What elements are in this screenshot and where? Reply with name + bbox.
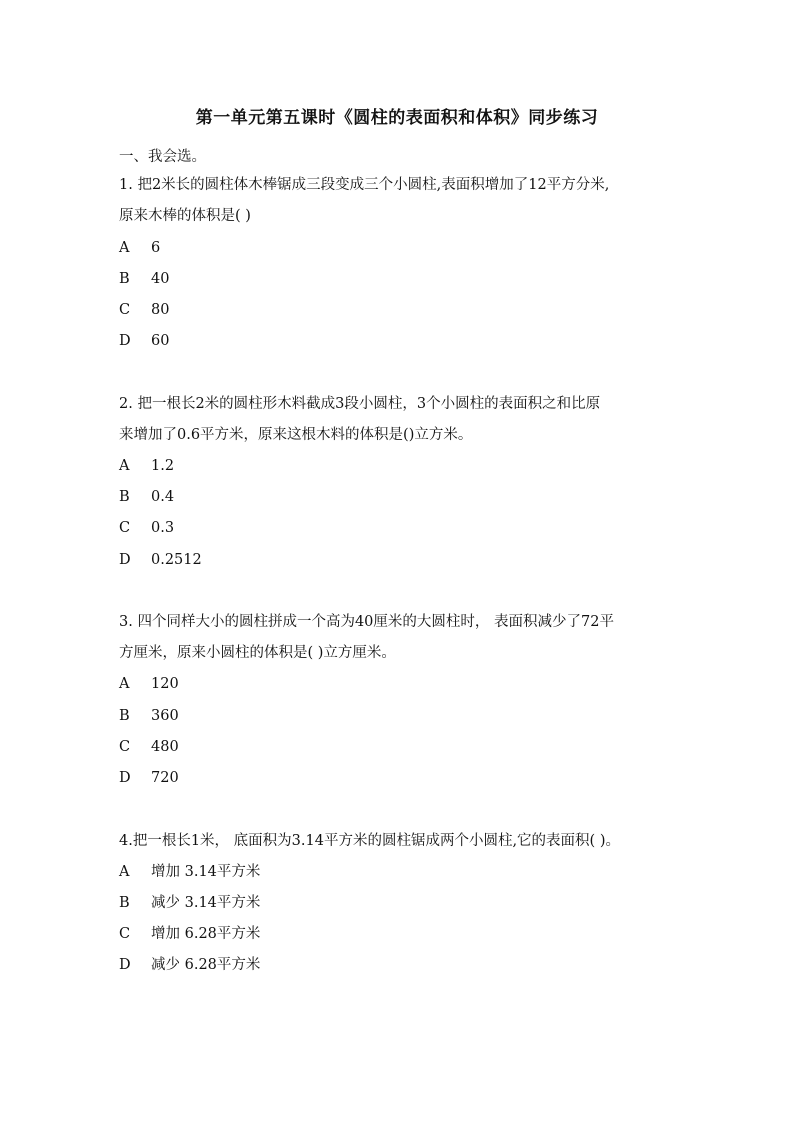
option-letter: A — [119, 864, 130, 880]
section-heading: 一、我会选。 — [119, 149, 206, 165]
question-1-option-a[interactable] — [119, 237, 160, 259]
option-text: 0.4 — [151, 489, 175, 505]
option-text: 60 — [151, 333, 170, 349]
option-letter: D — [119, 552, 131, 568]
option-letter: C — [119, 926, 131, 942]
option-text: 480 — [151, 739, 179, 755]
question-2-option-d[interactable] — [119, 549, 202, 571]
question-1-line-2: 原来木棒的体积是( ) — [119, 208, 251, 224]
option-letter: C — [119, 739, 131, 755]
option-letter: B — [119, 895, 130, 911]
option-text: 6 — [151, 240, 161, 256]
option-text: 增加 3.14平方米 — [151, 864, 261, 880]
question-4-line-1: 4.把一根长1米， 底面积为3.14平方米的圆柱锯成两个小圆柱,它的表面积( )。 — [119, 833, 620, 849]
option-text: 减少 3.14平方米 — [151, 895, 261, 911]
question-3-option-d[interactable] — [119, 767, 179, 789]
option-text: 40 — [151, 271, 170, 287]
option-letter: B — [119, 489, 130, 505]
page-title: 第一单元第五课时《圆柱的表面积和体积》同步练习 — [195, 108, 599, 128]
question-2-option-a[interactable] — [119, 455, 174, 477]
option-letter: D — [119, 333, 131, 349]
option-text: 80 — [151, 302, 170, 318]
option-text: 1.2 — [151, 458, 175, 474]
option-letter: A — [119, 458, 130, 474]
option-text: 0.2512 — [151, 552, 202, 568]
option-text: 360 — [151, 708, 179, 724]
question-2-option-c[interactable] — [119, 517, 174, 539]
option-letter: D — [119, 770, 131, 786]
question-1-line-1: 1. 把2米长的圆柱体木棒锯成三段变成三个小圆柱,表面积增加了12平方分米, — [119, 177, 610, 193]
option-text: 720 — [151, 770, 179, 786]
option-text: 120 — [151, 676, 179, 692]
question-3-option-a[interactable] — [119, 673, 179, 695]
option-letter: B — [119, 708, 130, 724]
option-letter: A — [119, 240, 130, 256]
question-1-option-b[interactable] — [119, 268, 169, 290]
question-2-line-2: 来增加了0.6平方米，原来这根木料的体积是()立方米。 — [119, 427, 473, 443]
question-2-option-b[interactable] — [119, 486, 174, 508]
option-letter: A — [119, 676, 130, 692]
option-letter: C — [119, 520, 131, 536]
option-letter: C — [119, 302, 131, 318]
option-text: 0.3 — [151, 520, 175, 536]
question-2-line-1: 2. 把一根长2米的圆柱形木料截成3段小圆柱，3个小圆柱的表面积之和比原 — [119, 396, 601, 412]
question-1-option-d[interactable] — [119, 330, 169, 352]
question-4-option-c[interactable] — [119, 923, 260, 945]
question-1-option-c[interactable] — [119, 299, 169, 321]
option-text: 增加 6.28平方米 — [151, 926, 261, 942]
question-3-line-2: 方厘米，原来小圆柱的体积是( )立方厘米。 — [119, 645, 396, 661]
option-letter: D — [119, 957, 131, 973]
question-3-line-1: 3. 四个同样大小的圆柱拼成一个高为40厘米的大圆柱时， 表面积减少了72平 — [119, 614, 614, 630]
question-4-option-d[interactable] — [119, 954, 260, 976]
option-letter: B — [119, 271, 130, 287]
question-3-option-b[interactable] — [119, 705, 179, 727]
question-4-option-a[interactable] — [119, 861, 260, 883]
question-4-option-b[interactable] — [119, 892, 260, 914]
option-text: 减少 6.28平方米 — [151, 957, 261, 973]
question-3-option-c[interactable] — [119, 736, 179, 758]
